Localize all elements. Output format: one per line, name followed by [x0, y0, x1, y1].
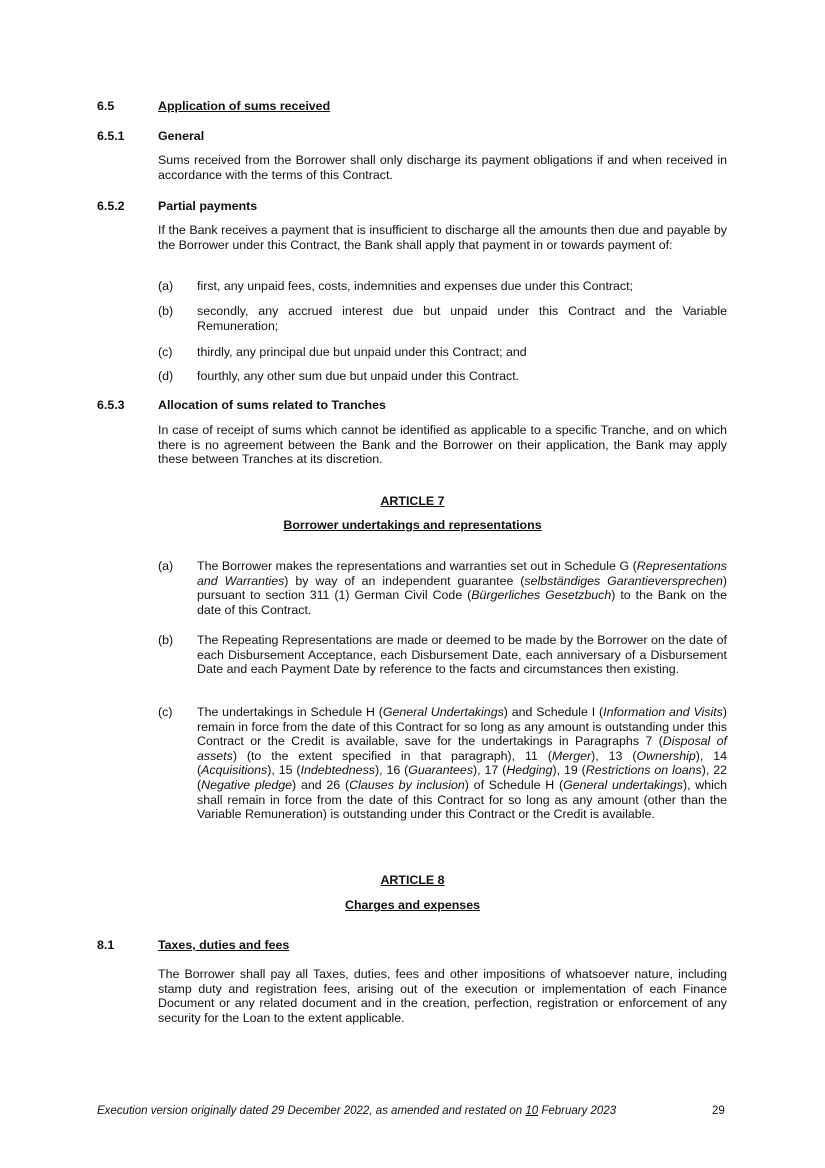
section-heading: Application of sums received: [158, 99, 331, 113]
list-text: The undertakings in Schedule H (General Undertakings) and Schedule I (Information and Visits) remain in force from the date of this Contract for so long as any amount is outstanding under this Contract or the Credit is available, save for the undertakings in Paragraphs 7 (Disposal of assets) (to the extent specified in that paragraph), 11 (Merger), 13 (Ownership), 14 (Acquisitions), 15 (Indebtedness), 16 (Guarantees), 17 (Hedging), 19 (Restrictions on loans), 22 (Negative pledge) and 26 (Clauses by inclusion) of Schedule H (General undertakings), which shall remain in force from the date of this Contract for so long as any amount (other than the Variable Remuneration) is outstanding under this Contract or the Credit is available.: [197, 705, 728, 822]
list-item: [158, 279, 727, 294]
list-item: [158, 705, 727, 822]
section-heading: General: [158, 129, 205, 143]
list-text: fourthly, any other sum due but unpaid under this Contract.: [197, 369, 520, 383]
list-text: first, any unpaid fees, costs, indemnities and expenses due under this Contract;: [197, 279, 633, 293]
section-number: 6.5: [97, 99, 115, 113]
list-text: The Repeating Representations are made or deemed to be made by the Borrower on the date of each Disbursement Acceptance, each Disbursement Date, each anniversary of a Disbursement Date and each Payment Date by reference to the facts and circumstances then existing.: [197, 633, 727, 677]
list-item: [158, 345, 727, 360]
page-number: 29: [712, 1105, 725, 1117]
list-label: (a): [158, 279, 174, 293]
article-title: ARTICLE 8: [380, 873, 445, 887]
section-number: 6.5.3: [97, 398, 125, 412]
list-label: (c): [158, 705, 173, 719]
section-heading: Partial payments: [158, 199, 258, 213]
section-number: 6.5.2: [97, 199, 125, 213]
paragraph: In case of receipt of sums which cannot be identified as applicable to a specific Tranche, and on which there is no agreement between the Bank and the Borrower on their application, the Bank may apply these between Tranches at its discretion.: [158, 423, 727, 467]
list-item: [158, 633, 727, 677]
article-title: ARTICLE 7: [380, 494, 445, 508]
list-label: (a): [158, 559, 174, 573]
list-item: [158, 304, 727, 333]
section-number: 8.1: [97, 938, 115, 952]
paragraph: Sums received from the Borrower shall only discharge its payment obligations if and when received in accordance with the terms of this Contract.: [158, 153, 727, 182]
list-text: thirdly, any principal due but unpaid under this Contract; and: [197, 345, 527, 359]
article-subtitle: Charges and expenses: [345, 898, 480, 912]
list-text: The Borrower makes the representations and warranties set out in Schedule G (Representations and Warranties) by way of an independent guarantee (selbständiges Garantieversprechen) pursuant to section 311 (1) German Civil Code (Bürgerliches Gesetzbuch) to the Bank on the date of this Contract.: [197, 559, 727, 617]
article-subtitle: Borrower undertakings and representations: [283, 518, 542, 532]
section-number: 6.5.1: [97, 129, 125, 143]
list-text: secondly, any accrued interest due but unpaid under this Contract and the Variable Remuneration;: [197, 304, 727, 333]
list-item: [158, 559, 727, 617]
list-label: (b): [158, 304, 174, 318]
list-label: (d): [158, 369, 174, 383]
section-heading: Allocation of sums related to Tranches: [158, 398, 386, 412]
footer-text: Execution version originally dated 29 December 2022, as amended and restated on 10 February 2023: [97, 1105, 617, 1117]
paragraph: If the Bank receives a payment that is insufficient to discharge all the amounts then due and payable by the Borrower under this Contract, the Bank shall apply that payment in or towards payment of:: [158, 223, 727, 252]
list-label: (c): [158, 345, 173, 359]
list-item: [158, 369, 727, 384]
paragraph: The Borrower shall pay all Taxes, duties, fees and other impositions of whatsoever nature, including stamp duty and registration fees, arising out of the execution or implementation of each Finance Document or any related document and in the creation, perfection, registration or enforcement of any security for the Loan to the extent applicable.: [158, 967, 727, 1025]
list-label: (b): [158, 633, 174, 647]
section-heading: Taxes, duties and fees: [158, 938, 290, 952]
